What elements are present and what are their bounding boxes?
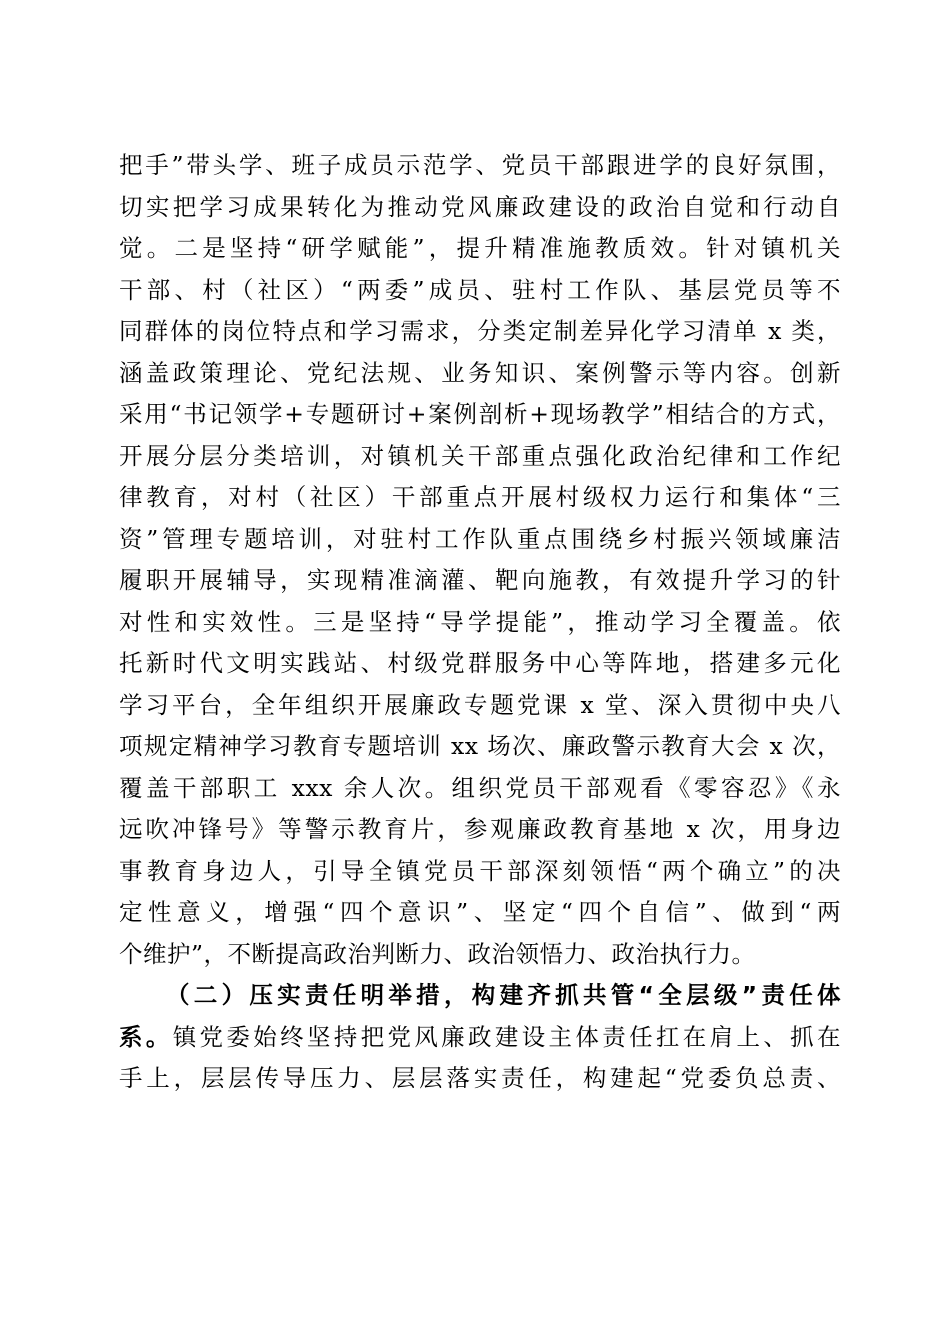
text-line: 采用“书记领学+专题研讨+案例剖析+现场教学”相结合的方式，: [119, 400, 841, 428]
text-line: 把手”带头学、班子成员示范学、党员干部跟进学的良好氛围，: [119, 151, 841, 179]
text-line: 覆盖干部职工 xxx 余人次。组织党员干部观看《零容忍》《永: [119, 773, 841, 802]
text-line: 开展分层分类培训，对镇机关干部重点强化政治纪律和工作纪: [119, 441, 841, 470]
text-line: 涵盖政策理论、党纪法规、业务知识、案例警示等内容。创新: [119, 358, 841, 387]
text-line: 觉。二是坚持“研学赋能”，提升精准施教质效。针对镇机关: [119, 234, 841, 262]
text-line: 资”管理专题培训，对驻村工作队重点围绕乡村振兴领域廉洁: [119, 524, 841, 553]
text-line: 项规定精神学习教育专题培训 xx 场次、廉政警示教育大会 x 次，: [119, 732, 841, 760]
section-heading-end: 系。: [119, 1022, 173, 1051]
document-body: [119, 145, 841, 1100]
text-line: 手上，层层传导压力、层层落实责任，构建起“党委负总责、: [119, 1064, 841, 1092]
text-line: 同群体的岗位特点和学习需求，分类定制差异化学习清单 x 类，: [119, 317, 841, 345]
text-span: 镇党委始终坚持把党风廉政建设主体责任扛在肩上、抓在: [172, 1022, 842, 1051]
section-heading: （二）压实责任明举措，构建齐抓共管“全层级”责任体: [166, 981, 841, 1009]
paragraph-1: [119, 145, 841, 975]
text-line: 履职开展辅导，实现精准滴灌、靶向施教，有效提升学习的针: [119, 566, 841, 594]
text-line: 律教育，对村（社区）干部重点开展村级权力运行和集体“三: [119, 483, 841, 511]
text-line: 干部、村（社区）“两委”成员、驻村工作队、基层党员等不: [119, 275, 841, 304]
text-line: 定性意义，增强“四个意识”、坚定“四个自信”、做到“两: [119, 898, 841, 926]
section-heading-line: [119, 975, 841, 1017]
text-line: 个维护”，不断提高政治判断力、政治领悟力、政治执行力。: [119, 939, 756, 968]
text-line: 学习平台，全年组织开展廉政专题党课 x 堂、深入贯彻中央八: [119, 690, 841, 719]
text-line: 对性和实效性。三是坚持“导学提能”，推动学习全覆盖。依: [119, 607, 841, 636]
text-line: 托新时代文明实践站、村级党群服务中心等阵地，搭建多元化: [119, 649, 841, 677]
paragraph-2: [119, 975, 841, 1100]
text-line: 远吹冲锋号》等警示教育片，参观廉政教育基地 x 次，用身边: [119, 815, 841, 843]
text-line: [119, 1017, 841, 1059]
text-line: 切实把学习成果转化为推动党风廉政建设的政治自觉和行动自: [119, 192, 841, 221]
text-line: 事教育身边人，引导全镇党员干部深刻领悟“两个确立”的决: [119, 856, 841, 885]
